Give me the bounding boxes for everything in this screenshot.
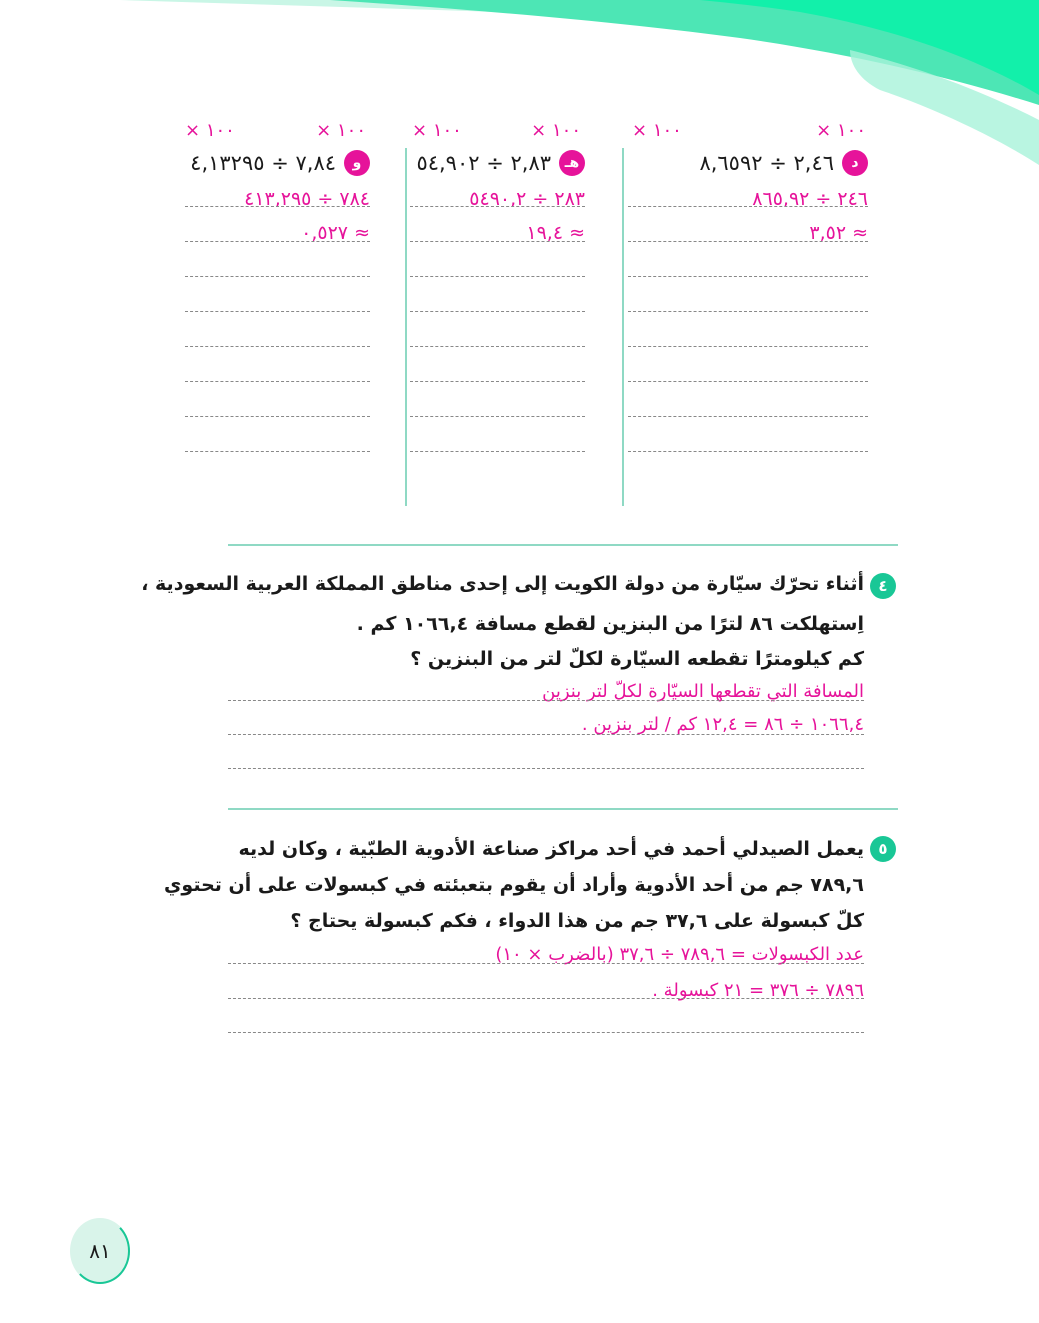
answer-line: ≈ ٠,٥٢٧ — [301, 222, 370, 244]
writing-line — [185, 311, 370, 312]
writing-line — [410, 416, 585, 417]
question-number-badge: ٤ — [870, 573, 896, 599]
page-number: ٨١ — [70, 1218, 130, 1284]
problem-badge: و — [344, 150, 370, 176]
writing-line — [628, 381, 868, 382]
problem-expression: ٧,٨٤ ÷ ٤,١٣٢٩٥ — [190, 151, 336, 175]
answer-line: المسافة التي تقطعها السيّارة لكلّ لتر بنزين — [542, 681, 864, 702]
division-column-h — [410, 110, 585, 510]
answer-line: عدد الكبسولات = ٧٨٩,٦ ÷ ٣٧,٦ (بالضرب × ١٠) — [495, 944, 864, 965]
multiplier-label: ١٠٠ × — [632, 120, 682, 141]
problem-expression: ٢,٤٦ ÷ ٨,٦٥٩٢ — [699, 151, 834, 175]
writing-line — [185, 206, 370, 207]
multiplier-label: ١٠٠ × — [531, 120, 581, 141]
question-text: يعمل الصيدلي أحمد في أحد مراكز صناعة الأدوية الطبّية ، وكان لديه — [238, 838, 864, 860]
writing-line — [185, 451, 370, 452]
question-number-badge: ٥ — [870, 836, 896, 862]
answer-line: ٧٨٤ ÷ ٤١٣,٢٩٥ — [244, 188, 370, 210]
multiplier-label: ١٠٠ × — [185, 120, 235, 141]
problem — [699, 150, 868, 176]
division-column-d — [628, 110, 868, 510]
answer-line: ≈ ١٩,٤ — [526, 222, 585, 244]
writing-line — [410, 276, 585, 277]
writing-line — [228, 768, 864, 769]
writing-line — [628, 346, 868, 347]
answer-line: ٧٨٩٦ ÷ ٣٧٦ = ٢١ كبسولة . — [652, 980, 864, 1001]
writing-line — [185, 346, 370, 347]
question-text: ٧٨٩,٦ جم من أحد الأدوية وأراد أن يقوم بتعبئته في كبسولات على أن تحتوي — [164, 874, 864, 896]
writing-line — [185, 276, 370, 277]
writing-line — [628, 416, 868, 417]
problem-expression: ٢,٨٣ ÷ ٥٤,٩٠٢ — [416, 151, 551, 175]
answer-line: ١٠٦٦,٤ ÷ ٨٦ = ١٢,٤ كم / لتر بنزين . — [581, 714, 864, 735]
writing-line — [228, 734, 864, 735]
writing-line — [410, 451, 585, 452]
problem — [416, 150, 585, 176]
writing-line — [628, 276, 868, 277]
problem-badge: د — [842, 150, 868, 176]
writing-line — [410, 206, 585, 207]
writing-line — [185, 381, 370, 382]
writing-line — [628, 206, 868, 207]
problem-badge: هـ — [559, 150, 585, 176]
writing-line — [185, 416, 370, 417]
writing-line — [228, 998, 864, 999]
writing-line — [628, 241, 868, 242]
multiplier-label: ١٠٠ × — [316, 120, 366, 141]
writing-line — [410, 346, 585, 347]
question-text: كم كيلومترًا تقطعه السيّارة لكلّ لتر من البنزين ؟ — [410, 648, 864, 670]
multiplier-label: ١٠٠ × — [816, 120, 866, 141]
section-divider — [228, 808, 898, 810]
question-text: اِستهلكت ٨٦ لترًا من البنزين لقطع مسافة ١٠٦٦,٤ كم . — [356, 613, 864, 635]
column-divider — [622, 148, 624, 506]
question-text: أثناء تحرّك سيّارة من دولة الكويت إلى إحدى مناطق المملكة العربية السعودية ، — [141, 573, 864, 595]
writing-line — [410, 311, 585, 312]
section-divider — [228, 544, 898, 546]
problem — [190, 150, 370, 176]
writing-line — [410, 381, 585, 382]
writing-line — [628, 311, 868, 312]
question-text: كلّ كبسولة على ٣٧,٦ جم من هذا الدواء ، فكم كبسولة يحتاج ؟ — [290, 910, 864, 932]
writing-line — [410, 241, 585, 242]
answer-line: ٢٨٣ ÷ ٥٤٩٠,٢ — [469, 188, 585, 210]
writing-line — [228, 700, 864, 701]
writing-line — [228, 963, 864, 964]
division-column-w — [185, 110, 370, 510]
column-divider — [405, 148, 407, 506]
multiplier-label: ١٠٠ × — [412, 120, 462, 141]
answer-line: ٢٤٦ ÷ ٨٦٥,٩٢ — [752, 188, 868, 210]
answer-line: ≈ ٣,٥٢ — [809, 222, 868, 244]
writing-line — [185, 241, 370, 242]
writing-line — [628, 451, 868, 452]
writing-line — [228, 1032, 864, 1033]
